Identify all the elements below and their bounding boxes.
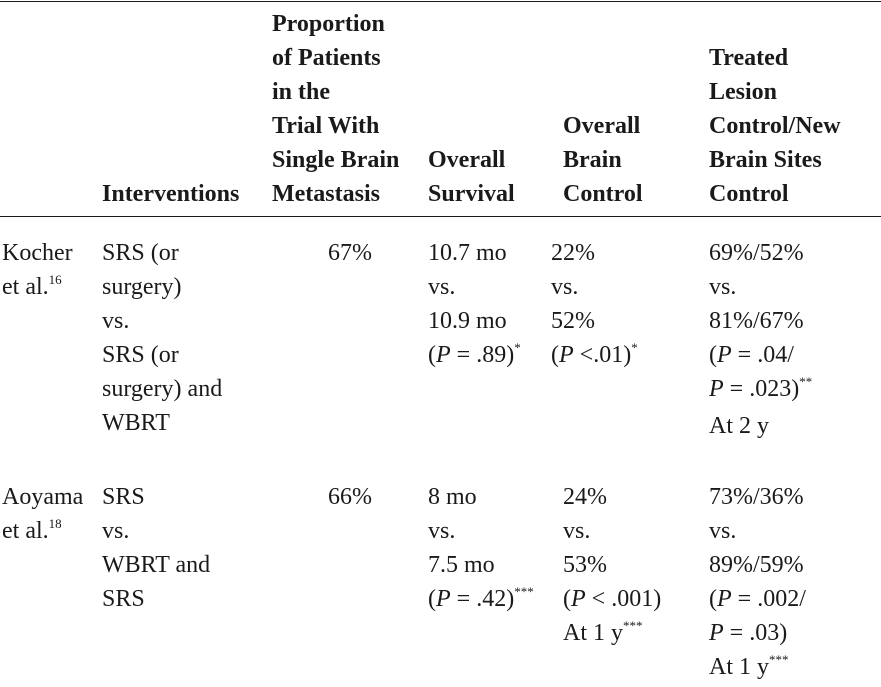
row-1-treated-p2	[709, 372, 812, 409]
row-1-treated-line-1: 69%/52%	[709, 240, 804, 266]
row-1-brain-line-3: 52%	[551, 308, 595, 334]
row-1-survival-line-3: 10.9 mo	[428, 308, 507, 334]
row-2-treated-p1-open: (	[709, 586, 717, 612]
header-proportion-line-3: in the	[272, 79, 331, 105]
row-1-brain-p-var: P	[559, 342, 574, 368]
row-1-int-line-6: WBRT	[102, 410, 170, 436]
row-2-brain-p-open: (	[563, 586, 571, 612]
row-2-survival	[428, 480, 534, 619]
header-survival-line-2: Survival	[428, 181, 515, 207]
row-1-treated-p1-open: (	[709, 342, 717, 368]
row-1-brain-p-open: (	[551, 342, 559, 368]
header-proportion-line-5: Single Brain	[272, 147, 400, 173]
row-2-treated-p2-rest: = .03)	[723, 620, 788, 646]
row-1-treated-line-2: vs.	[709, 274, 737, 300]
row-1-study-line-2	[2, 270, 73, 307]
row-2-proportion	[272, 480, 372, 514]
row-1-treated-p1	[709, 338, 812, 372]
row-2-treated-line-3: 89%/59%	[709, 552, 804, 578]
row-1-survival-p-open: (	[428, 342, 436, 368]
row-2-survival-p-var: P	[436, 586, 451, 612]
row-1-survival-p	[428, 338, 521, 375]
row-2-brain-p	[563, 582, 661, 616]
row-1-int-line-3: vs.	[102, 308, 130, 334]
header-brain-line-3: Control	[563, 181, 643, 207]
row-2-survival-line-2: vs.	[428, 518, 456, 544]
row-1-survival-line-2: vs.	[428, 274, 456, 300]
row-2-survival-p-rest: = .42)	[450, 586, 515, 612]
header-proportion-line-1: Proportion	[272, 11, 385, 37]
row-2-study-ref: 18	[48, 516, 62, 531]
header-treated-lesion	[709, 41, 841, 211]
row-2-brain-p-var: P	[571, 586, 586, 612]
row-2-brain-line-1: 24%	[563, 484, 607, 510]
row-1-treated	[709, 236, 812, 443]
row-2-treated-p2	[709, 616, 806, 650]
header-treated-line-5: Control	[709, 181, 789, 207]
header-proportion-line-4: Trial With	[272, 113, 380, 139]
header-treated-line-4: Brain Sites	[709, 147, 822, 173]
header-brain-line-1: Overall	[563, 113, 641, 139]
header-interventions-text: Interventions	[102, 181, 240, 207]
row-1-brain-p	[551, 338, 638, 375]
row-2-brain-tail-sup: ***	[623, 618, 643, 633]
row-2-brain-line-2: vs.	[563, 518, 591, 544]
row-2-survival-line-3: 7.5 mo	[428, 552, 495, 578]
row-1-study-ref: 16	[48, 272, 62, 287]
header-brain-line-2: Brain	[563, 147, 622, 173]
row-2-int-line-1: SRS	[102, 484, 145, 510]
row-1-treated-p1-var: P	[717, 342, 732, 368]
row-1-int-line-4: SRS (or	[102, 342, 179, 368]
row-2-treated-line-1: 73%/36%	[709, 484, 804, 510]
row-2-survival-p	[428, 582, 534, 619]
header-survival-line-1: Overall	[428, 147, 506, 173]
row-2-treated-p2-var: P	[709, 620, 724, 646]
header-interventions	[102, 177, 239, 211]
header-treated-line-3: Control/New	[709, 113, 841, 139]
row-2-treated-tail	[709, 650, 806, 687]
row-1-treated-p1-rest: = .04/	[731, 342, 794, 368]
row-1-survival	[428, 236, 521, 375]
row-2-proportion-value: 66%	[328, 484, 372, 510]
row-2-brain-p-rest: < .001)	[585, 586, 662, 612]
row-2-study-line-1: Aoyama	[2, 484, 84, 510]
row-1-treated-tail: At 2 y	[709, 413, 769, 439]
row-1-brain-line-1: 22%	[551, 240, 595, 266]
row-1-survival-p-rest: = .89)	[450, 342, 515, 368]
row-1-survival-p-var: P	[436, 342, 451, 368]
row-2-treated-tail-sup: ***	[769, 652, 789, 667]
row-1-survival-line-1: 10.7 mo	[428, 240, 507, 266]
row-2-brain-tail	[563, 616, 661, 653]
row-1-treated-line-3: 81%/67%	[709, 308, 804, 334]
row-2-int-line-3: WBRT and	[102, 552, 211, 578]
header-proportion-line-6: Metastasis	[272, 181, 380, 207]
row-2-survival-line-1: 8 mo	[428, 484, 477, 510]
row-1-brain-line-2: vs.	[551, 274, 579, 300]
row-2-treated-tail-text: At 1 y	[709, 654, 769, 680]
header-treated-line-2: Lesion	[709, 79, 778, 105]
row-1-interventions	[102, 236, 222, 440]
header-rule	[0, 216, 881, 217]
top-rule	[0, 1, 881, 2]
row-2-int-line-4: SRS	[102, 586, 145, 612]
row-2-study	[2, 480, 83, 551]
row-1-treated-p2-rest: = .023)	[723, 376, 800, 402]
row-1-study-etal: et al.	[2, 274, 49, 300]
row-1-proportion	[272, 236, 372, 270]
row-2-int-line-2: vs.	[102, 518, 130, 544]
row-1-study	[2, 236, 73, 307]
row-1-int-line-2: surgery)	[102, 274, 182, 300]
header-overall-brain-control	[563, 109, 643, 211]
row-1-brain-p-sup: *	[631, 340, 638, 355]
row-1-study-line-1: Kocher	[2, 240, 73, 266]
row-2-study-etal: et al.	[2, 518, 49, 544]
row-1-brain-control	[551, 236, 638, 375]
header-overall-survival	[428, 143, 515, 211]
row-2-survival-p-open: (	[428, 586, 436, 612]
header-treated-line-1: Treated	[709, 45, 789, 71]
row-1-treated-p2-var: P	[709, 376, 724, 402]
row-2-survival-p-sup: ***	[514, 584, 534, 599]
row-2-treated-p1	[709, 582, 806, 616]
row-2-treated	[709, 480, 806, 687]
row-1-brain-p-rest: <.01)	[573, 342, 632, 368]
row-2-brain-control	[563, 480, 661, 653]
header-proportion-line-2: of Patients	[272, 45, 381, 71]
row-1-proportion-value: 67%	[328, 240, 372, 266]
row-2-treated-p1-rest: = .002/	[731, 586, 806, 612]
row-2-brain-line-3: 53%	[563, 552, 607, 578]
row-2-interventions	[102, 480, 210, 616]
row-2-brain-tail-text: At 1 y	[563, 620, 623, 646]
row-1-int-line-5: surgery) and	[102, 376, 223, 402]
header-proportion	[272, 7, 399, 211]
row-2-study-line-2	[2, 514, 83, 551]
row-2-treated-line-2: vs.	[709, 518, 737, 544]
row-1-treated-p2-sup: **	[799, 374, 813, 389]
row-2-treated-p1-var: P	[717, 586, 732, 612]
row-1-survival-p-sup: *	[514, 340, 521, 355]
row-1-int-line-1: SRS (or	[102, 240, 179, 266]
